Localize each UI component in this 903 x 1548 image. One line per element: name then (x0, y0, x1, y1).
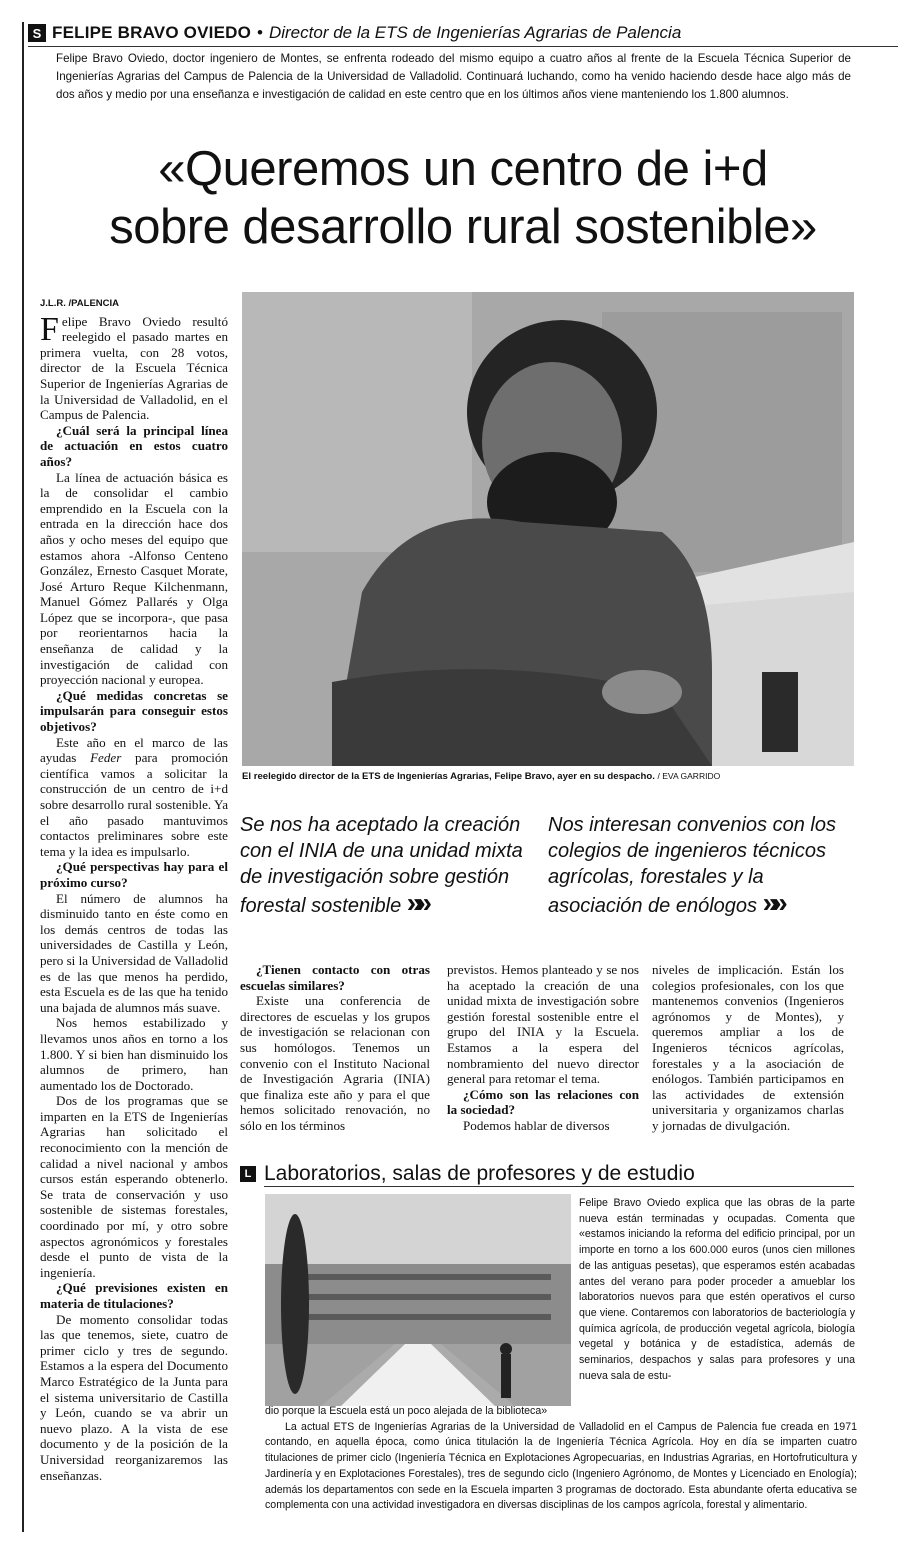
answer-8: Podemos hablar de diversos (463, 1117, 610, 1133)
headline (28, 140, 898, 256)
sidebar-text-continued: dio porque la Escuela está un poco alejada de la biblioteca» (265, 1405, 548, 1417)
sidebar-text-right: Felipe Bravo Oviedo explica que las obras de la parte nueva están terminadas y ocupadas. Comenta que «estamos iniciando la reforma del edificio principal, por un importe en torno a los 600.000 euros (unos cien millones de las antiguas pesetas), que esperamos estén acabadas antes del verano para poder proceder a amueblar los laboratorios nuevos para que estén operativos el curso que viene. Contaremos con laboratorios de bacteriología y química agrícola, de producción vegetal agrícola, biología vegetal y botánica y de estadística, además de seminarios, despachos y salas para profesores y una nueva sala de estu- (579, 1197, 855, 1382)
sidebar-text-bottom (265, 1404, 857, 1514)
answer-2-pre: Este año en el marco de las ayudas (40, 734, 228, 766)
question-5: ¿Tienen contacto con otras escuelas similares? (240, 962, 430, 993)
headline-line-1: «Queremos un centro de i+d (158, 142, 768, 196)
building-photo-graphic (265, 1194, 571, 1406)
article-column-3 (447, 962, 639, 1134)
building-photo (265, 1194, 571, 1406)
pullquote-1 (240, 812, 530, 919)
portrait-photo-graphic (242, 292, 854, 766)
answer-2-post: para promoción científica vamos a solicitar la construcción de un centro de i+d sobre desarrollo rural sostenible. Ya el año pasado mantuvimos contactos preliminares sobre este tema y la idea es impulsarlo. (40, 750, 228, 859)
answer-8-cont: niveles de implicación. Están los colegios profesionales, con los que mantenemos convenios (Ingenieros agrónomos y de Montes), y queremos ampliar a los de Ingenieros técnicos agrícolas, forestales y a la asociación de enólogos. También participamos en las actividades de extensión universitaria y organizamos charlas y jornadas de divulgación. (652, 962, 844, 1133)
pullquote-2 (548, 812, 838, 919)
intro-text: elipe Bravo Oviedo resultó reelegido el pasado martes en primera vuelta, con 28 votos, director de la Escuela Técnica Superior de Ingenierías Agrarias de la Universidad de Valladolid, en el Campus de Palencia. (40, 313, 228, 423)
answer-7: Existe una conferencia de directores de escuelas y los grupos de investigación se relacionan con sus homólogos. Tenemos un convenio con el Instituto Nacional de Investigación Agraria (INIA) que finaliza este año y para el que hemos solicitado renovación, no sólo en los términos (240, 993, 430, 1133)
sidebar-title: Laboratorios, salas de profesores y de estudio (264, 1162, 695, 1185)
header-divider (28, 46, 898, 47)
section-logo-icon: S (28, 24, 46, 42)
article-column-4 (652, 962, 844, 1134)
question-2: ¿Qué medidas concretas se impulsarán para conseguir estos objetivos? (40, 687, 228, 735)
header-role: Director de la ETS de Ingenierías Agrarias de Palencia (268, 23, 682, 42)
portrait-photo (242, 292, 854, 766)
photo-credit: / EVA GARRIDO (657, 771, 721, 781)
answer-6: De momento consolidar todas las que tenemos, siete, cuatro de primer ciclo y tres de segundo. Estamos a la espera del Documento Marco Estratégico de la Junta para el sistema universitario de Castilla y León, cuando se va abrir un nuevo plazo. A la vista de ese documento y de la posición de la Universidad reorganizaremos las enseñanzas. (40, 1311, 228, 1483)
photo-caption (242, 771, 862, 782)
header-bullet: • (257, 23, 263, 42)
pullquote-2-text: Nos interesan convenios con los colegios de ingenieros técnicos agrícolas, forestales y la asociación de enólogos (548, 814, 836, 917)
caption-text: El reelegido director de la ETS de Ingenierías Agrarias, Felipe Bravo, ayer en su despacho. (242, 771, 655, 782)
pullquote-1-chevron-icon: »» (406, 887, 426, 918)
intro-paragraph (40, 310, 228, 423)
byline: J.L.R. /PALENCIA (40, 298, 119, 309)
header-name: FELIPE BRAVO OVIEDO (52, 23, 252, 42)
answer-5: Dos de los programas que se imparten en la ETS de Ingenierías Agrarias han solicitado el reconocimiento con la mención de calidad a nivel nacional y ambos cursos están esperando obtenerlo. Se trata de conservación y uso sostenible de sistemas forestales, coordinado por mí, y otro sobre aspectos agronómicos y forestales desde el punto de vista de la ingeniería. (40, 1093, 228, 1280)
answer-3: El número de alumnos ha disminuido tanto en éste como en los demás centros de todas las universidades de Castilla y León, pero si la Universidad de Valladolid es de las que menos ha perdido, esta Escuela es de las que ha tenido una bajada de alumnos más suave. (40, 890, 228, 1015)
sidebar-section-icon: L (240, 1166, 256, 1182)
left-column-rule (22, 22, 24, 1532)
question-4: ¿Qué previsiones existen en materia de titulaciones? (40, 1280, 228, 1311)
answer-4: Nos hemos estabilizado y llevamos unos años en torno a los 1.800. Y si bien han disminuido los alumnos de primero, han aumentado los de Doctorado. (40, 1015, 228, 1093)
headline-line-2: sobre desarrollo rural sostenible» (109, 200, 817, 254)
sidebar-title-rule (264, 1186, 854, 1187)
pullquote-1-text: Se nos ha aceptado la creación con el INIA de una unidad mixta de investigación sobre gestión forestal sostenible (240, 814, 523, 917)
answer-7-cont: previstos. Hemos planteado y se nos ha aceptado la creación de una unidad mixta de investigación sobre gestión forestal sostenible entre el grupo del INIA y la Escuela. Estamos a la espera del nombramiento del nuevo director general para retomar el tema. (447, 962, 639, 1087)
article-column-2 (240, 962, 430, 1134)
answer-2 (40, 735, 228, 860)
question-1: ¿Cuál será la principal línea de actuación en estos cuatro años? (40, 422, 228, 469)
lede-paragraph: Felipe Bravo Oviedo, doctor ingeniero de Montes, se enfrenta rodeado del mismo equipo a cuatro años al frente de la Escuela Técnica Superior de Ingenierías Agrarias del Campus de Palencia de la Universidad de Valladolid. Continuará luchando, como ha venido haciendo desde hace algo más de dos años y medio por una enseñanza e investigación de calidad en este centro que en los últimos años viene manteniendo los 1.800 alumnos. (56, 52, 851, 101)
question-3: ¿Qué perspectivas hay para el próximo curso? (40, 859, 228, 890)
drop-cap: F (40, 310, 59, 348)
answer-2-emphasis: Feder (90, 750, 122, 766)
sidebar-paragraph-2: La actual ETS de Ingenierías Agrarias de la Universidad de Valladolid en el Campus de Palencia fue creada en 1971 contando, en aquella época, como única titulación la de Ingeniería Técnica Agrícola. Hoy en día se imparten cuatro titulaciones de primer ciclo (Ingeniería Técnica en Explotaciones Agropecuarias, en Industrias Agrarias, en Hortofruticultura y Jardinería y en Explotaciones Forestales), tres de segundo ciclo (Ingeniero Agrónomo, de Montes y Licenciado en Enología); además los departamentos con sede en la Escuela imparten 3 programas de doctorado. Esta abundante oferta educativa se complementa con una actividad investigadora en diversas disciplinas de los campos agrícola, forestal y alimentario. (265, 1420, 857, 1512)
article-column-1 (40, 296, 228, 1483)
pullquote-2-chevron-icon: »» (762, 887, 782, 918)
header-bar (28, 22, 898, 44)
question-6: ¿Cómo son las relaciones con la sociedad? (447, 1086, 639, 1118)
answer-1: La línea de actuación básica es la de consolidar el cambio emprendido en la Escuela con la entrada en la dirección hace dos años y ocho meses del equipo que estamos ahora -Alfonso Centeno González, Ernesto Casquet Morate, José Arturo Reque Kilchenmann, Manuel Gómez Pallarés y Olga López que se incorpora-, que pasa por reorientarnos hacia la enseñanza de calidad y la investigación de calidad con proyección nacional y europea. (40, 469, 228, 688)
